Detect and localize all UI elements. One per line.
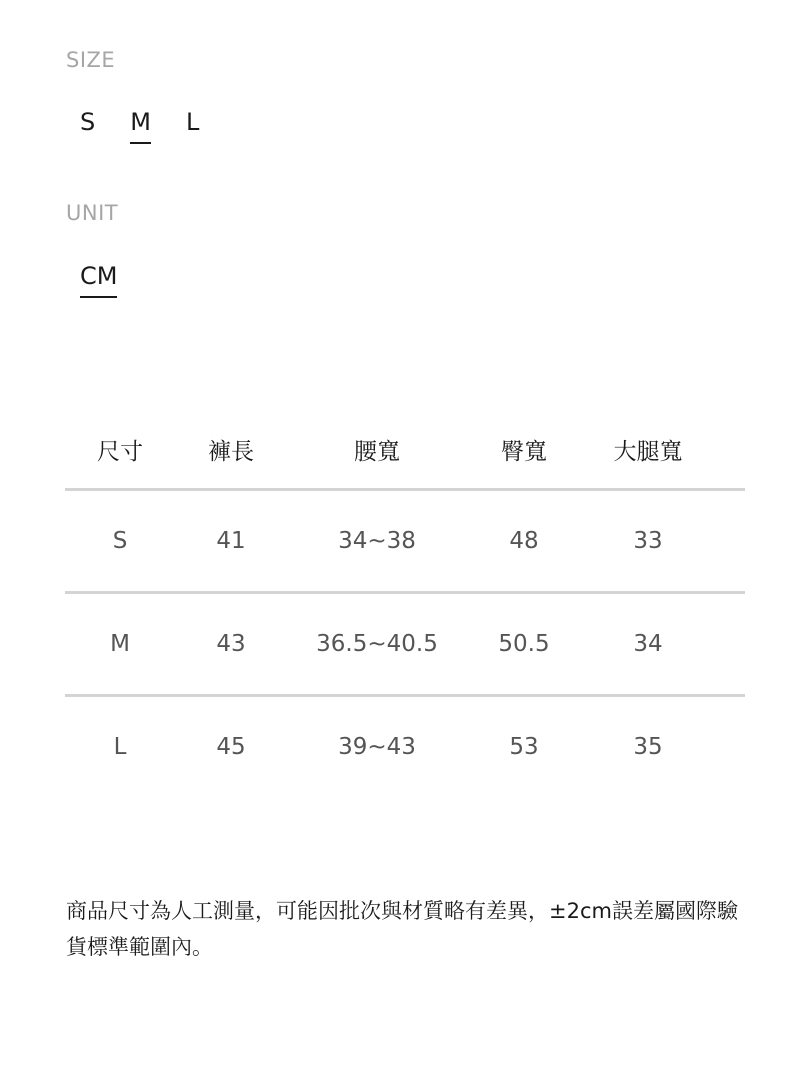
table-cell: 34: [633, 631, 663, 657]
size-options: [80, 108, 234, 144]
table-cell: 45: [216, 734, 246, 760]
table-row: [65, 594, 745, 697]
unit-section-label: UNIT: [66, 201, 119, 225]
table-cell: S: [112, 528, 128, 554]
header-size: 尺寸: [97, 438, 143, 465]
size-option-l[interactable]: L: [185, 108, 200, 136]
table-cell: M: [110, 631, 130, 657]
table-cell: L: [113, 734, 127, 760]
table-row: [65, 697, 745, 797]
size-chart-table: [65, 410, 745, 797]
table-cell: 33: [633, 528, 663, 554]
header-hip-width: 臀寬: [501, 438, 547, 465]
header-thigh-width: 大腿寬: [613, 438, 683, 465]
size-option-m[interactable]: M: [130, 108, 151, 144]
table-cell: 53: [509, 734, 539, 760]
header-waist-width: 腰寬: [354, 438, 400, 465]
table-cell: 34~38: [338, 528, 416, 554]
table-cell: 43: [216, 631, 246, 657]
measurement-disclaimer: 商品尺寸為人工測量，可能因批次與材質略有差異，±2cm誤差屬國際驗貨標準範圍內。: [66, 899, 738, 959]
table-cell: 41: [216, 528, 246, 554]
table-cell: 39~43: [338, 734, 416, 760]
table-header-row: [65, 410, 745, 491]
table-cell: 36.5~40.5: [316, 631, 438, 657]
table-cell: 35: [633, 734, 663, 760]
table-row: [65, 491, 745, 594]
header-pants-length: 褲長: [208, 438, 254, 465]
table-cell: 50.5: [498, 631, 550, 657]
unit-option-cm[interactable]: CM: [80, 262, 117, 298]
size-option-s[interactable]: S: [80, 108, 96, 136]
table-cell: 48: [509, 528, 539, 554]
unit-options: [80, 262, 117, 298]
size-section-label: SIZE: [66, 48, 116, 72]
